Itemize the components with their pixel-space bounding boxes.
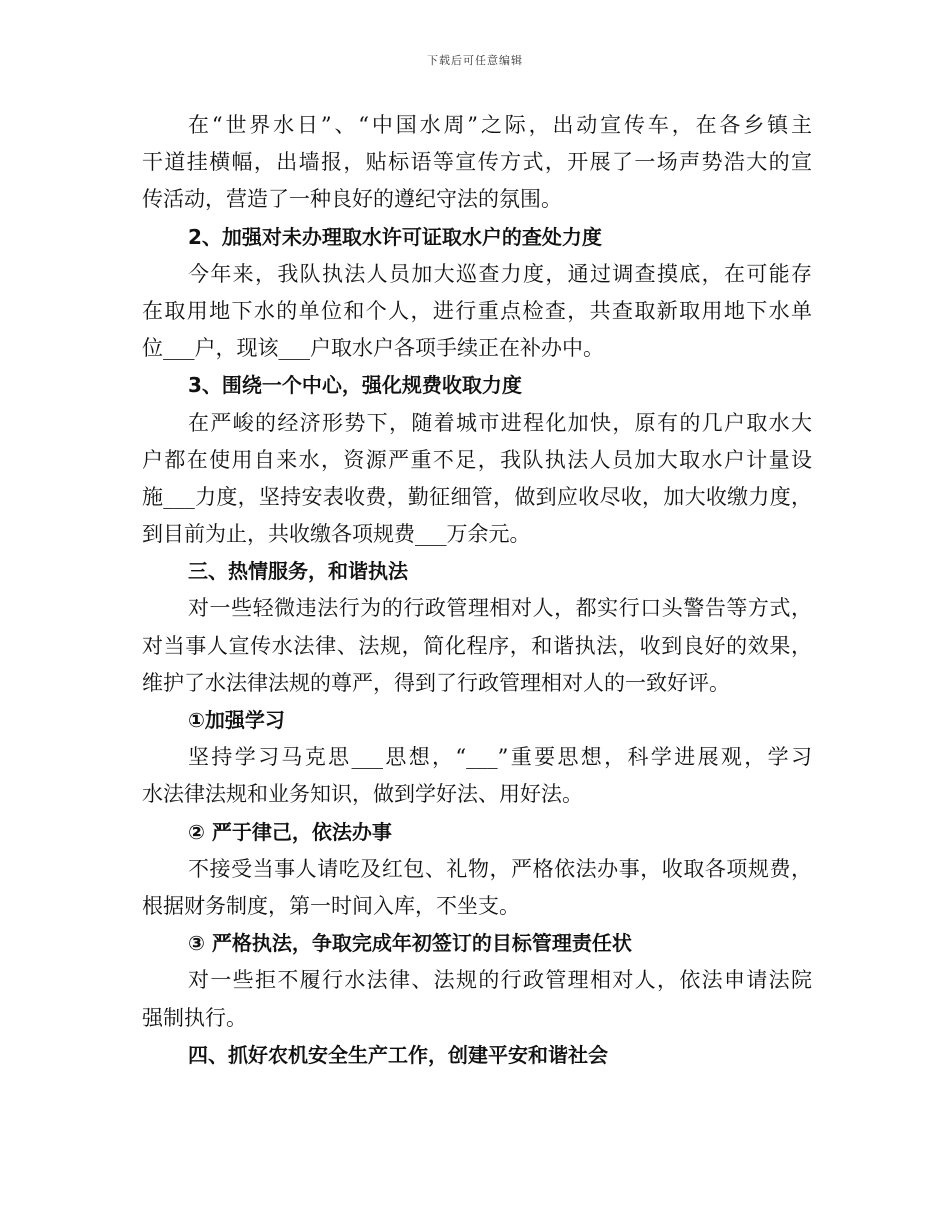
text-line: 干道挂横幅，出墙报，贴标语等宣传方式，开展了一场声势浩大的宣: [142, 150, 812, 175]
text-line: 传活动，营造了一种良好的遵纪守法的氛围。: [142, 187, 562, 212]
text-line: 到目前为止，共收缴各项规费___万余元。: [142, 522, 531, 547]
text-line: 对一些轻微违法行为的行政管理相对人，都实行口头警告等方式，: [188, 596, 812, 621]
text-line: 在严峻的经济形势下，随着城市进程化加快，原有的几户取水大: [188, 410, 812, 435]
paragraph: [142, 107, 812, 219]
section-heading: 三、热情服务，和谐执法: [188, 559, 408, 584]
page-header: 下载后可任意编辑: [427, 54, 523, 67]
paragraph: [142, 739, 812, 813]
text-line: 水法律法规和业务知识，做到学好法、用好法。: [142, 782, 583, 807]
text-line: 坚持学习马克思___思想，“___”重要思想，科学进展观，学习: [188, 745, 812, 770]
text-line: 户都在使用自来水，资源严重不足，我队执法人员加大取水户计量设: [142, 447, 812, 472]
paragraph: [142, 405, 812, 554]
paragraph: [142, 256, 812, 368]
section-heading: ①加强学习: [188, 708, 285, 732]
text-line: 在“世界水日”、“中国水周”之际，出动宣传车，在各乡镇主: [188, 113, 812, 137]
text-line: 对当事人宣传水法律、法规，简化程序，和谐执法，收到良好的效果，: [142, 633, 812, 658]
section-heading: 四、抓好农机安全生产工作，创建平安和谐社会: [188, 1042, 608, 1067]
text-line: 施___力度，坚持安表收费，勤征细管，做到应收尽收，加大收缴力度，: [142, 484, 812, 509]
section-heading: 3、围绕一个中心，强化规费收取力度: [188, 373, 522, 398]
text-line: 不接受当事人请吃及红包、礼物，严格依法办事，收取各项规费，: [188, 856, 812, 881]
section-heading: ③ 严格执法，争取完成年初签订的目标管理责任状: [188, 931, 632, 956]
section-heading: ② 严于律己，依法办事: [188, 819, 392, 844]
section-heading: 2、加强对未办理取水许可证取水户的查处力度: [188, 224, 602, 249]
paragraph: [142, 851, 812, 925]
text-line: 今年来，我队执法人员加大巡查力度，通过调查摸底，在可能存: [188, 261, 812, 286]
document-body: [142, 107, 812, 1074]
text-line: 对一些拒不履行水法律、法规的行政管理相对人，依法申请法院: [188, 968, 812, 993]
text-line: 位___户，现该___户取水户各项手续正在补办中。: [142, 336, 604, 361]
paragraph: [142, 590, 812, 702]
paragraph: [142, 962, 812, 1036]
text-line: 维护了水法律法规的尊严，得到了行政管理相对人的一致好评。: [142, 670, 730, 695]
text-line: 根据财务制度，第一时间入库，不坐支。: [142, 893, 520, 918]
text-line: 强制执行。: [142, 1005, 247, 1030]
text-line: 在取用地下水的单位和个人，进行重点检查，共查取新取用地下水单: [142, 298, 812, 323]
